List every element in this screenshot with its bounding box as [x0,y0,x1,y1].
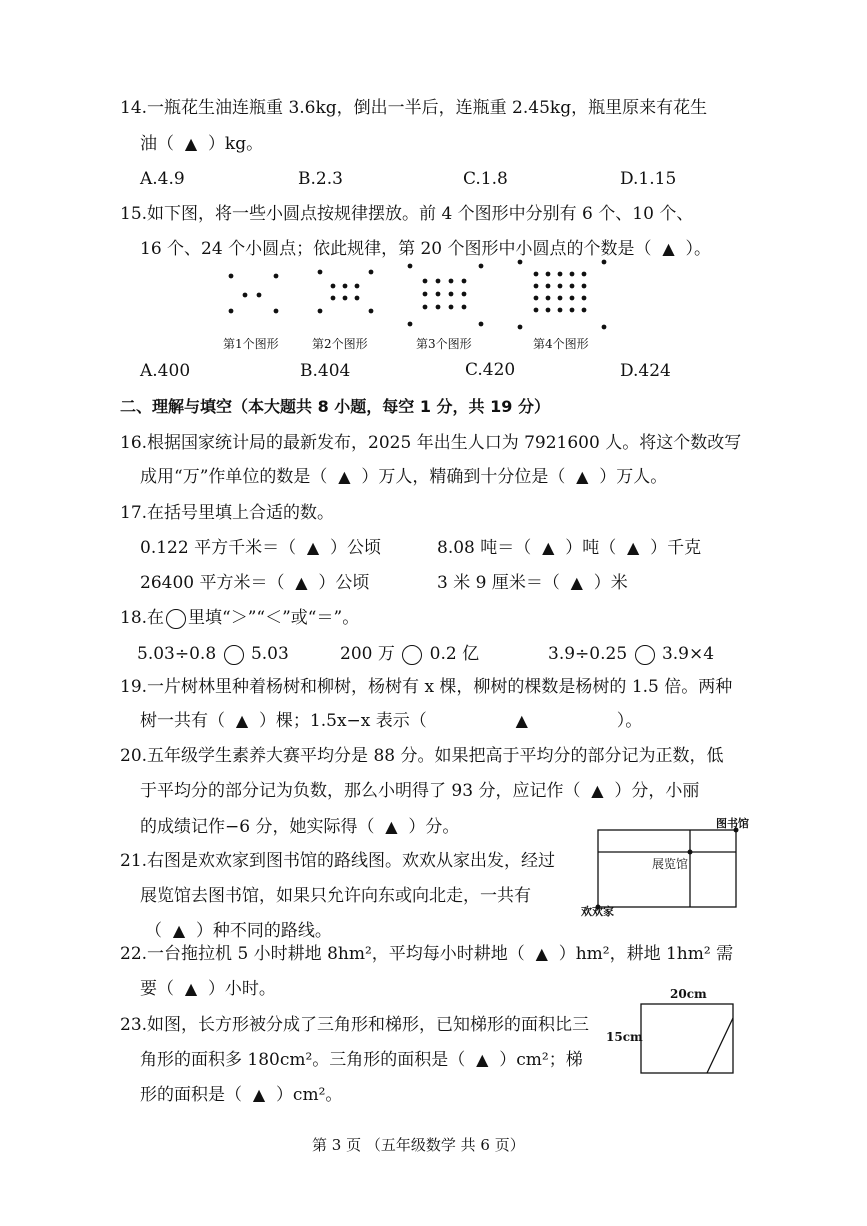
q17-item-a: 0.122 平方千米＝（ ▲ ）公顷 [140,538,382,558]
pattern-dot [243,293,248,298]
q20-line2: 于平均分的部分记为负数，那么小明得了 93 分，应记作（ ▲ ）分，小丽 [140,781,700,801]
q22-line1: 22.一台拖拉机 5 小时耕地 8hm²，平均每小时耕地（ ▲ ）hm²，耕地 1hm² 需 [120,944,734,964]
q14-option-b: B.2.3 [298,169,343,189]
q23-line3: 形的面积是（ ▲ ）cm²。 [140,1085,343,1105]
compare-circle-blank[interactable] [402,645,422,665]
q15-option-d: D.424 [620,361,671,381]
q22-line2: 要（ ▲ ）小时。 [140,979,276,999]
compare-circle-blank[interactable] [635,645,655,665]
pattern-dot [318,270,323,275]
q19-line1: 19.一片树林里种着杨树和柳树，杨树有 x 棵，柳树的棵数是杨树的 1.5 倍。两种 [120,677,733,697]
pattern-dot [582,284,587,289]
pattern-dot [274,309,279,314]
pattern-dot [546,296,551,301]
pattern-dot [518,325,523,330]
section-heading: 二、理解与填空（本大题共 8 小题，每空 1 分，共 19 分） [120,397,550,416]
pattern-dot [331,296,336,301]
pattern-dot [558,284,563,289]
answer-blank[interactable]: ▲ [184,979,198,998]
pattern-dot [462,305,467,310]
pattern-dot [558,308,563,313]
pattern-dot [534,272,539,277]
answer-blank[interactable]: ▲ [535,944,548,963]
pattern-dot [229,309,234,314]
q14-line2: 油（ ▲ ）kg。 [140,134,264,154]
q23-line2: 角形的面积多 180cm²。三角形的面积是（ ▲ ）cm²；梯 [140,1050,583,1070]
q17-item-d: 3 米 9 厘米＝（ ▲ ）米 [437,573,628,593]
q20-line1: 20.五年级学生素养大赛平均分是 88 分。如果把高于平均分的部分记为正数，低 [120,746,724,766]
pattern-dot [343,284,348,289]
pattern-dot [570,272,575,277]
q15-option-a: A.400 [140,361,191,381]
pattern-dot [570,296,575,301]
home-label: 欢欢家 [581,905,614,918]
answer-blank[interactable]: ▲ [476,1050,489,1069]
page-footer: 第 3 页 （五年级数学 共 6 页） [312,1136,525,1154]
pattern-dot [449,279,454,284]
q15-option-b: B.404 [300,361,351,381]
answer-blank[interactable]: ▲ [252,1085,266,1104]
pattern-dot [257,293,262,298]
q18-expr-3: 3.9÷0.25 3.9×4 [548,644,715,664]
pattern-dot [546,284,551,289]
pattern-dot [558,272,563,277]
q15-line2: 16 个、24 个小圆点；依此规律，第 20 个图形中小圆点的个数是（ ▲ ）。 [140,239,711,259]
pattern-dot [369,270,374,275]
pattern-dot [436,279,441,284]
q17-line1: 17.在括号里填上合适的数。 [120,503,335,523]
width-label: 20cm [670,987,707,1001]
answer-blank[interactable]: ▲ [172,921,186,940]
q18-expr-2: 200 万 0.2 亿 [340,644,480,664]
answer-blank[interactable]: ▲ [570,573,583,592]
pattern-dot [602,260,607,265]
pattern-dot [408,322,413,327]
library-label: 图书馆 [716,817,749,830]
pattern-dot [436,292,441,297]
pattern-dot [229,274,234,279]
figure-caption-3: 第3个图形 [416,337,472,351]
rectangle-figure [640,1003,740,1075]
pattern-dot [479,264,484,269]
pattern-dot [343,296,348,301]
pattern-dot [408,264,413,269]
pattern-dot [318,309,323,314]
q18-line1: 18.在 里填“＞”“＜”或“＝”。 [120,608,360,628]
q19-line2: 树一共有（ ▲ ）棵；1.5x−x 表示（ ▲ ）。 [140,711,643,731]
pattern-dot [570,308,575,313]
pattern-dot [534,296,539,301]
pattern-dot [449,292,454,297]
answer-blank[interactable]: ▲ [295,573,308,592]
pattern-dot [546,308,551,313]
answer-blank[interactable]: ▲ [338,467,351,486]
pattern-dot [436,305,441,310]
pattern-dot [546,272,551,277]
pattern-dot [423,279,428,284]
figure-caption-1: 第1个图形 [223,337,279,351]
q14-option-d: D.1.15 [620,169,677,189]
pattern-dot [558,296,563,301]
compare-circle-blank[interactable] [224,645,244,665]
q20-line3: 的成绩记作−6 分，她实际得（ ▲ ）分。 [140,817,460,837]
height-label: 15cm [606,1030,643,1044]
pattern-dot [355,284,360,289]
exhibition-label: 展览馆 [652,857,689,871]
q15-line1: 15.如下图，将一些小圆点按规律摆放。前 4 个图形中分别有 6 个、10 个、 [120,204,694,224]
pattern-dot [462,279,467,284]
q16-line1: 16.根据国家统计局的最新发布，2025 年出生人口为 7921600 人。将这个数改写 [120,433,742,453]
figure-caption-4: 第4个图形 [533,337,589,351]
q21-line1: 21.右图是欢欢家到图书馆的路线图。欢欢从家出发，经过 [120,851,556,871]
pattern-dot [582,272,587,277]
pattern-dot [602,325,607,330]
pattern-dot [423,292,428,297]
pattern-dot [518,260,523,265]
answer-blank[interactable]: ▲ [515,711,528,730]
q23-line1: 23.如图，长方形被分成了三角形和梯形，已知梯形的面积比三 [120,1015,590,1035]
answer-blank[interactable]: ▲ [662,239,675,258]
answer-blank[interactable]: ▲ [576,467,589,486]
pattern-dot [534,308,539,313]
pattern-dot [582,308,587,313]
figure-caption-2: 第2个图形 [312,337,368,351]
pattern-dot [570,284,575,289]
answer-blank[interactable]: ▲ [591,781,604,800]
pattern-dot [369,309,374,314]
pattern-dot [479,322,484,327]
pattern-dot [331,284,336,289]
compare-circle-icon [166,609,186,629]
pattern-dot [534,284,539,289]
dot-pattern-figures [0,0,867,340]
answer-blank[interactable]: ▲ [627,538,640,557]
pattern-dot [462,292,467,297]
q14-option-c: C.1.8 [463,169,508,189]
pattern-dot [582,296,587,301]
answer-blank[interactable]: ▲ [385,817,398,836]
answer-blank[interactable]: ▲ [542,538,555,557]
answer-blank[interactable]: ▲ [306,538,320,557]
pattern-dot [449,305,454,310]
q17-item-b: 8.08 吨＝（ ▲ ）吨（ ▲ ）千克 [437,538,702,558]
q21-line3: （ ▲ ）种不同的路线。 [145,921,332,941]
q21-line2: 展览馆去图书馆，如果只允许向东或向北走，一共有 [140,886,531,906]
q18-expr-1: 5.03÷0.8 5.03 [137,644,289,664]
q14-option-a: A.4.9 [140,169,185,189]
q15-option-c: C.420 [465,360,516,380]
pattern-dot [274,274,279,279]
q17-item-c: 26400 平方米＝（ ▲ ）公顷 [140,573,370,593]
answer-blank[interactable]: ▲ [184,134,198,153]
pattern-dot [355,296,360,301]
pattern-dot [423,305,428,310]
answer-blank[interactable]: ▲ [235,711,249,730]
q14-line1: 14.一瓶花生油连瓶重 3.6kg，倒出一半后，连瓶重 2.45kg，瓶里原来有花生 [120,98,708,118]
q16-line2: 成用“万”作单位的数是（ ▲ ）万人，精确到十分位是（ ▲ ）万人。 [140,467,668,487]
